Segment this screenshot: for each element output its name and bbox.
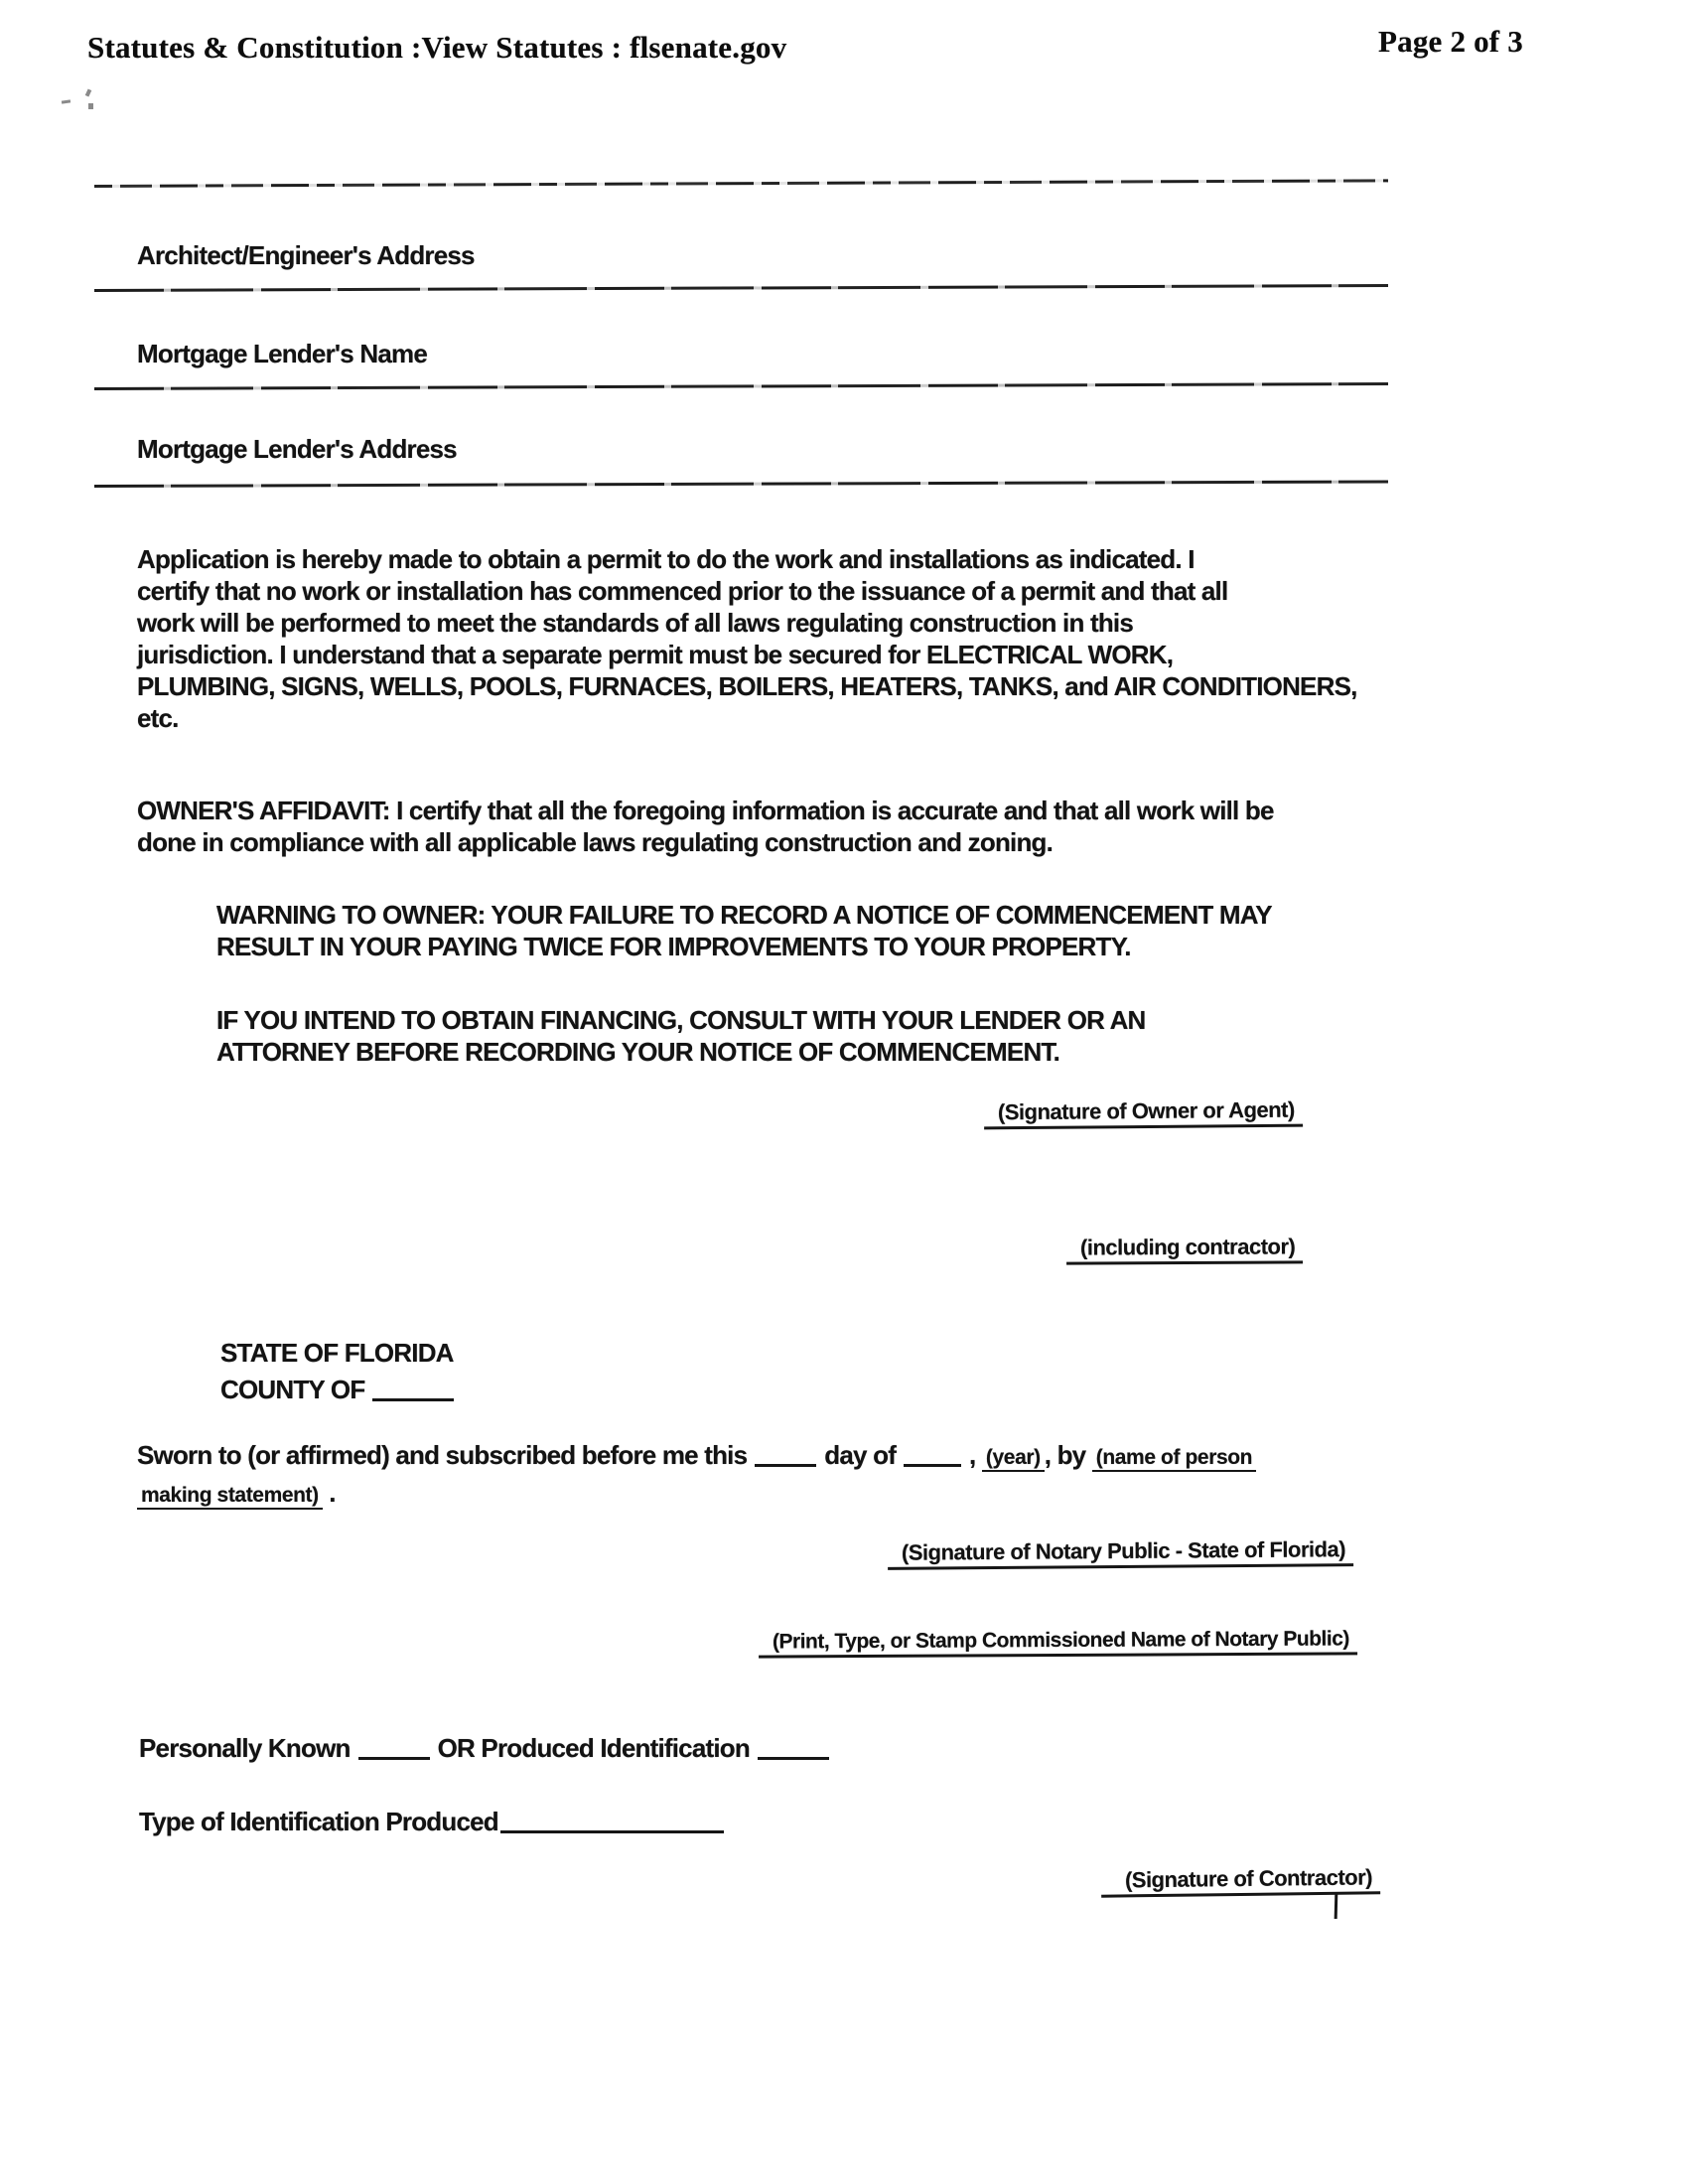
scan-artifact	[1335, 1892, 1338, 1919]
financing-advisory-paragraph	[216, 1004, 1146, 1068]
paragraph-line: done in compliance with all applicable laws regulating construction and zoning.	[137, 827, 1054, 857]
paragraph-line: Application is hereby made to obtain a permit to do the work and installations as indicated. I	[137, 544, 1195, 574]
field-label-architect-engineer-address: Architect/Engineer's Address	[137, 240, 475, 270]
type-of-identification-line	[139, 1807, 724, 1837]
scan-artifact	[62, 99, 70, 103]
paragraph-line: etc.	[137, 703, 179, 733]
separator-line	[94, 179, 1388, 188]
field-label-mortgage-lender-address: Mortgage Lender's Address	[137, 434, 457, 464]
printed-name-notary-line: (Print, Type, or Stamp Commissioned Name of Notary Public)	[759, 1627, 1357, 1658]
signature-line-including-contractor: (including contractor)	[1066, 1234, 1303, 1264]
county-blank-line	[372, 1386, 454, 1401]
type-of-identification-blank	[500, 1819, 724, 1833]
type-of-identification-text: Type of Identification Produced	[139, 1807, 498, 1836]
paragraph-line: OWNER'S AFFIDAVIT: I certify that all the foregoing information is accurate and that all work will be	[137, 796, 1274, 825]
warning-to-owner-paragraph	[216, 899, 1272, 962]
sworn-text: ,	[969, 1440, 976, 1470]
sworn-text: , by	[1044, 1440, 1086, 1470]
owners-affidavit-paragraph	[137, 795, 1274, 858]
field-label-mortgage-lender-name: Mortgage Lender's Name	[137, 339, 427, 368]
county-of-text: COUNTY OF	[220, 1375, 365, 1404]
or-produced-identification-text: OR Produced Identification	[437, 1733, 750, 1763]
scan-artifact	[88, 103, 93, 109]
signature-line-owner-or-agent: (Signature of Owner or Agent)	[984, 1097, 1303, 1130]
field-line-architect-engineer-address	[94, 284, 1388, 292]
sworn-statement-line-2	[137, 1478, 336, 1509]
signature-line-notary-public: (Signature of Notary Public - State of Florida)	[888, 1536, 1353, 1570]
sworn-text: day of	[824, 1440, 897, 1470]
year-label: (year)	[982, 1446, 1045, 1472]
county-of-label	[220, 1375, 462, 1405]
making-statement-label: making statement)	[137, 1484, 323, 1510]
sworn-statement-line-1	[137, 1440, 1256, 1471]
name-of-person-label: (name of person	[1092, 1446, 1256, 1472]
state-of-florida-label: STATE OF FLORIDA	[220, 1338, 454, 1368]
application-certification-paragraph	[137, 543, 1357, 734]
field-line-mortgage-lender-name	[94, 382, 1388, 390]
paragraph-line: work will be performed to meet the standards of all laws regulating construction in this	[137, 608, 1133, 638]
signature-line-contractor: (Signature of Contractor)	[1101, 1864, 1380, 1897]
paragraph-line: WARNING TO OWNER: YOUR FAILURE TO RECORD A NOTICE OF COMMENCEMENT MAY	[216, 900, 1272, 930]
page-number: Page 2 of 3	[1378, 24, 1523, 59]
personally-known-blank	[358, 1745, 430, 1760]
paragraph-line: certify that no work or installation has commenced prior to the issuance of a permit and that all	[137, 576, 1228, 606]
sworn-text: Sworn to (or affirmed) and subscribed before me this	[137, 1440, 748, 1470]
scan-artifact	[85, 88, 92, 96]
field-line-mortgage-lender-address	[94, 480, 1388, 487]
personally-known-line	[139, 1733, 837, 1764]
paragraph-line: PLUMBING, SIGNS, WELLS, POOLS, FURNACES, BOILERS, HEATERS, TANKS, and AIR CONDITIONERS,	[137, 671, 1357, 701]
personally-known-text: Personally Known	[139, 1733, 351, 1763]
day-blank-line	[755, 1452, 816, 1467]
paragraph-line: jurisdiction. I understand that a separate permit must be secured for ELECTRICAL WORK,	[137, 640, 1174, 669]
sworn-text: .	[329, 1478, 336, 1508]
paragraph-line: RESULT IN YOUR PAYING TWICE FOR IMPROVEMENTS TO YOUR PROPERTY.	[216, 932, 1131, 961]
paragraph-line: IF YOU INTEND TO OBTAIN FINANCING, CONSULT WITH YOUR LENDER OR AN	[216, 1005, 1146, 1035]
paragraph-line: ATTORNEY BEFORE RECORDING YOUR NOTICE OF COMMENCEMENT.	[216, 1037, 1060, 1067]
month-blank-line	[904, 1452, 961, 1467]
produced-identification-blank	[758, 1745, 829, 1760]
page-title: Statutes & Constitution :View Statutes : flsenate.gov	[87, 30, 787, 65]
